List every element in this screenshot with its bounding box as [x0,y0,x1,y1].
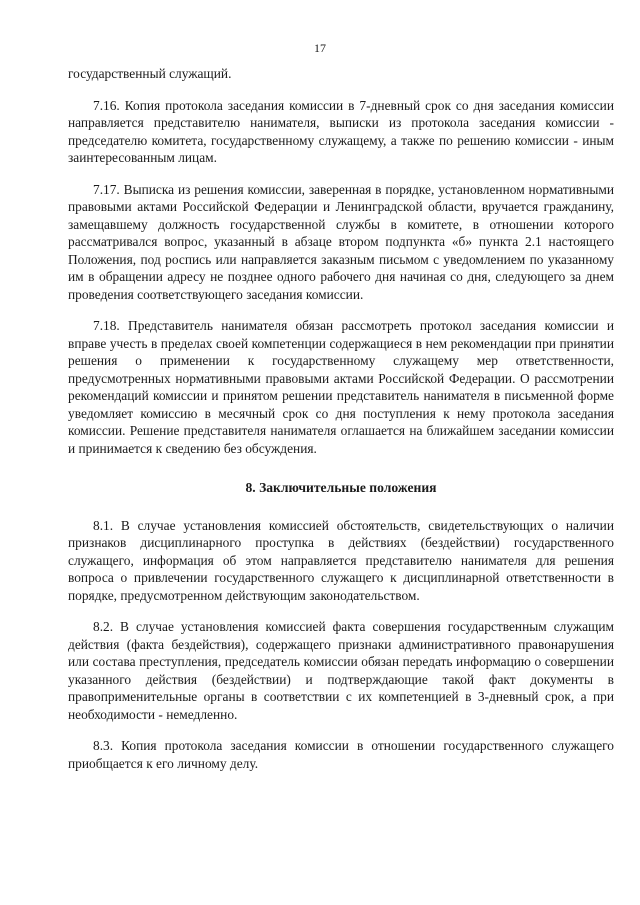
paragraph-7-16: 7.16. Копия протокола заседания комиссии в 7-дневный срок со дня заседания комиссии направляется представителю нанимателя, выписки из протокола заседания комиссии - председателю комитета, государственному служащему, а также по решению комиссии - иным заинтересованным лицам. [68,97,614,165]
paragraph-7-18: 7.18. Представитель нанимателя обязан рассмотреть протокол заседания комиссии и вправе учесть в пределах своей компетенции содержащиеся в нем рекомендации при принятии решения о применении к государственному служащему мер ответственности, предусмотренных нормативными правовыми актами Российской Федерации. О рассмотрении рекомендаций комиссии и принятом решении представитель нанимателя в письменной форме уведомляет комиссию в месячный срок со дня поступления к нему протокола заседания комиссии. Решение представителя нанимателя оглашается на ближайшем заседании комиссии и принимается к сведению без обсуждения. [68,318,614,456]
paragraph-8-3: 8.3. Копия протокола заседания комиссии в отношении государственного служащего приобщается к его личному делу. [68,738,614,771]
paragraph-8-1: 8.1. В случае установления комиссией обстоятельств, свидетельствующих о наличии признаков дисциплинарного проступка в действиях (бездействии) государственного служащего, информация об этом направляется представителю нанимателя для решения вопроса о привлечении государственного служащего к дисциплинарной ответственности в порядке, предусмотренном действующим законодательством. [68,517,614,603]
section-title: 8. Заключительные положения [245,480,437,495]
paragraph-8-2: 8.2. В случае установления комиссией факта совершения государственным служащим действия (факта бездействия), содержащего признаки административного правонарушения или состава преступления, председатель комиссии обязан передать информацию о совершении указанного действия (бездействии) и подтверждающие такой факт документы в правоприменительные органы в соответствии с их компетенцией в 3-дневный срок, а при необходимости - немедленно. [68,619,614,722]
intro-line: государственный служащий. [68,66,232,81]
paragraph-7-17: 7.17. Выписка из решения комиссии, заверенная в порядке, установленном нормативными правовыми актами Российской Федерации и Ленинградской области, вручается гражданину, замещавшему должность государственной службы в комитете, в отношении которого рассматривался вопрос, указанный в абзаце втором подпункта «б» пункта 2.1 настоящего Положения, под роспись или направляется заказным письмом с уведомлением по указанному им в обращении адресу не позднее одного рабочего дня начиная со дня, следующего за днем проведения соответствующего заседания комиссии. [68,181,614,302]
page-number: 17 [314,41,326,55]
document-body [68,65,614,786]
